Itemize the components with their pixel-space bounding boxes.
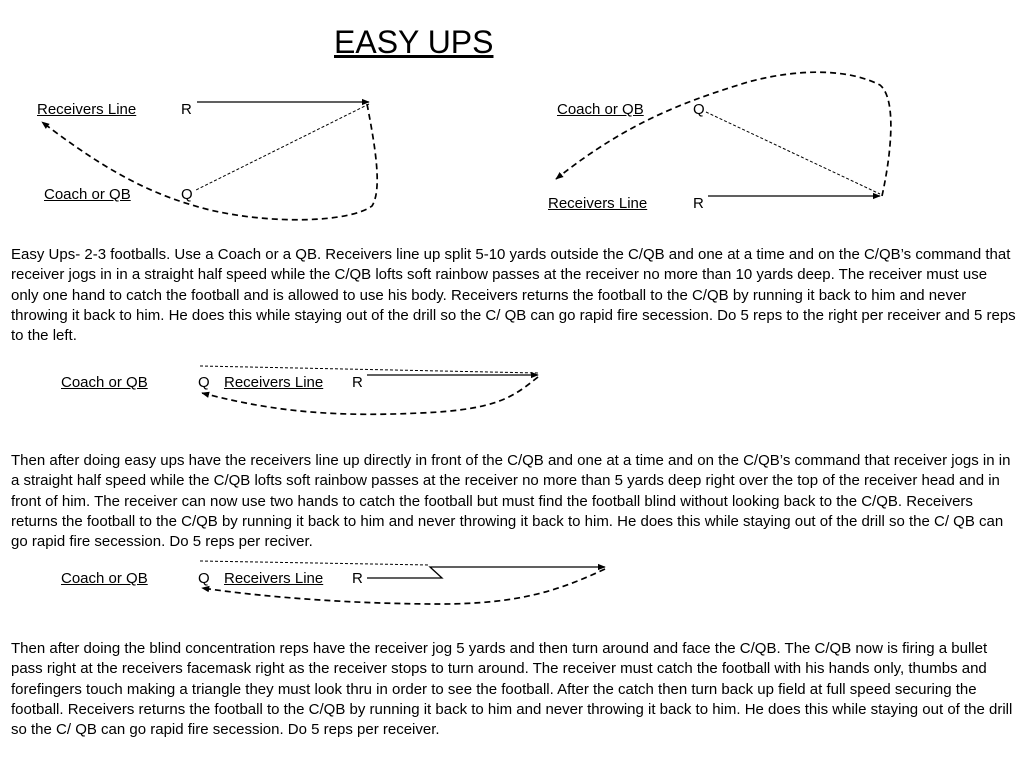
diagram3-pass-line [200, 366, 538, 373]
diagram2-q-marker: Q [693, 101, 705, 118]
diagram4-pass-line [200, 561, 430, 565]
diagram1-pass-line [196, 104, 369, 190]
diagram4-r-marker: R [352, 570, 363, 587]
diagram2-coach-label: Coach or QB [557, 101, 644, 118]
diagram1-q-marker: Q [181, 186, 193, 203]
diagram2-arrows [556, 72, 891, 196]
diagram4-receivers-line-label: Receivers Line [224, 570, 324, 587]
diagram1-receivers-line-label: Receivers Line [37, 101, 137, 118]
diagram1-r-marker: R [181, 101, 192, 118]
diagram1-coach-label: Coach or QB [44, 186, 131, 203]
page-title: EASY UPS [334, 24, 494, 60]
diagram3-q-marker: Q [198, 374, 210, 391]
diagram2-r-marker: R [693, 195, 704, 212]
diagram2-receivers-line-label: Receivers Line [548, 195, 648, 212]
diagram2-pass-line [706, 112, 880, 194]
paragraph-bullet-pass: Then after doing the blind concentration reps have the receiver jog 5 yards and then turn around and face the C/QB. The C/QB now is firing a bullet pass right at the receivers facemask right as the receiver stops to turn around. The receiver must catch the football with his hands only, thumbs and forefingers touch making a triangle they must look thru in order to see the football. After the catch then turn back up field at full speed securing the football. Receivers returns the football to the C/QB by running it back to him and never throwing it back to him. He does this while staying out of the drill so the C/ QB can go rapid fire secession. Do 5 reps per receiver. [11, 640, 1013, 739]
diagram4-coach-label: Coach or QB [61, 570, 148, 587]
diagram3-receivers-line-label: Receivers Line [224, 374, 324, 391]
diagram3-r-marker: R [352, 374, 363, 391]
paragraph-blind-catch: Then after doing easy ups have the receivers line up directly in front of the C/QB and one at a time and on the C/QB’s command that receiver jogs in in a straight half speed while the C/QB lofts soft rainbow passes at the receiver no more than 5 yards deep right over the top of the receiver head and in front of him. The receiver can now use two hands to catch the football but must find the football blind without looking back to the C/QB. Receivers returns the football to the C/QB by running it back to him and never throwing it back to him. He does this while staying out of the drill so the C/ QB can go rapid fire secession. Do 5 reps per reciver. [11, 452, 1011, 551]
diagram4-q-marker: Q [198, 570, 210, 587]
diagram4-receiver-route [367, 567, 605, 578]
paragraph-easy-ups: Easy Ups- 2-3 footballs. Use a Coach or a QB. Receivers line up split 5-10 yards outside the C/QB and one at a time and on the C/QB’s command that receiver jogs in in a straight half speed while the C/QB lofts soft rainbow passes at the receiver no more than 10 yards deep. The receiver must use only one hand to catch the football and is allowed to use his body. Receivers returns the football to the C/QB by running it back to him and never throwing it back to him. He does this while staying out of the drill so the C/ QB can go rapid fire secession. Do 5 reps to the right per receiver and 5 reps to the left. [11, 246, 1016, 345]
diagram2-return-path [556, 72, 891, 196]
diagram3-coach-label: Coach or QB [61, 374, 148, 391]
